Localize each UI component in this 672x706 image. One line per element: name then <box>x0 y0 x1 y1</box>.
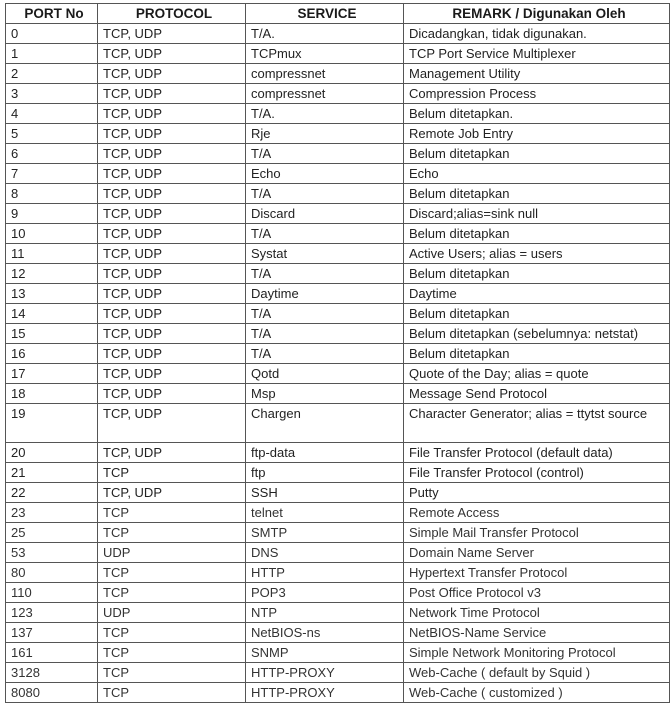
table-row <box>6 324 670 344</box>
port-cell: 6 <box>6 144 98 164</box>
protocol-cell: TCP <box>98 583 246 603</box>
port-cell: 17 <box>6 364 98 384</box>
table-row <box>6 583 670 603</box>
protocol-cell: TCP, UDP <box>98 144 246 164</box>
service-cell: ftp-data <box>246 443 404 463</box>
service-cell: compressnet <box>246 84 404 104</box>
protocol-cell: TCP, UDP <box>98 324 246 344</box>
protocol-cell: TCP <box>98 623 246 643</box>
port-cell: 4 <box>6 104 98 124</box>
remark-cell: Belum ditetapkan <box>404 344 670 364</box>
remark-cell: Quote of the Day; alias = quote <box>404 364 670 384</box>
service-cell: POP3 <box>246 583 404 603</box>
remark-cell: Compression Process <box>404 84 670 104</box>
protocol-cell: UDP <box>98 603 246 623</box>
port-cell: 25 <box>6 523 98 543</box>
remark-cell: Belum ditetapkan. <box>404 104 670 124</box>
remark-cell: Simple Mail Transfer Protocol <box>404 523 670 543</box>
table-row <box>6 463 670 483</box>
service-cell: T/A <box>246 144 404 164</box>
protocol-cell: TCP <box>98 503 246 523</box>
service-cell: SNMP <box>246 643 404 663</box>
port-cell: 19 <box>6 404 98 443</box>
port-cell: 3128 <box>6 663 98 683</box>
service-cell: Chargen <box>246 404 404 443</box>
service-cell: DNS <box>246 543 404 563</box>
remark-cell: Message Send Protocol <box>404 384 670 404</box>
remark-cell: Active Users; alias = users <box>404 244 670 264</box>
port-cell: 8 <box>6 184 98 204</box>
service-cell: Systat <box>246 244 404 264</box>
port-cell: 18 <box>6 384 98 404</box>
service-cell: HTTP-PROXY <box>246 663 404 683</box>
table-row <box>6 84 670 104</box>
protocol-cell: TCP <box>98 663 246 683</box>
table-row <box>6 563 670 583</box>
port-cell: 137 <box>6 623 98 643</box>
service-cell: T/A <box>246 264 404 284</box>
service-cell: Echo <box>246 164 404 184</box>
table-row <box>6 663 670 683</box>
protocol-cell: TCP, UDP <box>98 264 246 284</box>
remark-cell: File Transfer Protocol (control) <box>404 463 670 483</box>
port-cell: 21 <box>6 463 98 483</box>
service-cell: T/A. <box>246 104 404 124</box>
protocol-cell: TCP, UDP <box>98 304 246 324</box>
port-cell: 5 <box>6 124 98 144</box>
port-cell: 110 <box>6 583 98 603</box>
service-cell: compressnet <box>246 64 404 84</box>
port-table <box>5 3 670 703</box>
service-cell: T/A <box>246 344 404 364</box>
remark-cell: Network Time Protocol <box>404 603 670 623</box>
remark-cell: Putty <box>404 483 670 503</box>
table-row <box>6 623 670 643</box>
protocol-cell: TCP, UDP <box>98 104 246 124</box>
port-cell: 80 <box>6 563 98 583</box>
protocol-cell: UDP <box>98 543 246 563</box>
service-cell: HTTP <box>246 563 404 583</box>
header-row <box>6 4 670 24</box>
protocol-cell: TCP, UDP <box>98 184 246 204</box>
remark-cell: Remote Job Entry <box>404 124 670 144</box>
protocol-cell: TCP <box>98 463 246 483</box>
port-cell: 9 <box>6 204 98 224</box>
header-service: SERVICE <box>246 4 404 24</box>
table-row <box>6 24 670 44</box>
protocol-cell: TCP, UDP <box>98 284 246 304</box>
port-cell: 0 <box>6 24 98 44</box>
table-row <box>6 643 670 663</box>
port-cell: 13 <box>6 284 98 304</box>
service-cell: telnet <box>246 503 404 523</box>
remark-cell: Domain Name Server <box>404 543 670 563</box>
port-cell: 10 <box>6 224 98 244</box>
service-cell: Rje <box>246 124 404 144</box>
table-row <box>6 44 670 64</box>
table-row <box>6 384 670 404</box>
table-row <box>6 244 670 264</box>
header-remark: REMARK / Digunakan Oleh <box>404 4 670 24</box>
service-cell: Discard <box>246 204 404 224</box>
remark-cell: Belum ditetapkan <box>404 304 670 324</box>
remark-cell: Discard;alias=sink null <box>404 204 670 224</box>
protocol-cell: TCP <box>98 643 246 663</box>
remark-cell: Web-Cache ( default by Squid ) <box>404 663 670 683</box>
service-cell: Msp <box>246 384 404 404</box>
table-row <box>6 284 670 304</box>
port-cell: 20 <box>6 443 98 463</box>
remark-cell: Character Generator; alias = ttytst source <box>404 404 670 443</box>
table-row <box>6 204 670 224</box>
protocol-cell: TCP, UDP <box>98 124 246 144</box>
table-row <box>6 304 670 324</box>
remark-cell: NetBIOS-Name Service <box>404 623 670 643</box>
remark-cell: File Transfer Protocol (default data) <box>404 443 670 463</box>
service-cell: T/A <box>246 324 404 344</box>
remark-cell: Belum ditetapkan (sebelumnya: netstat) <box>404 324 670 344</box>
header-port: PORT No <box>6 4 98 24</box>
port-cell: 1 <box>6 44 98 64</box>
protocol-cell: TCP, UDP <box>98 384 246 404</box>
protocol-cell: TCP, UDP <box>98 404 246 443</box>
port-cell: 14 <box>6 304 98 324</box>
port-cell: 22 <box>6 483 98 503</box>
table-row <box>6 683 670 703</box>
table-row <box>6 443 670 463</box>
table-row <box>6 144 670 164</box>
port-cell: 2 <box>6 64 98 84</box>
port-cell: 161 <box>6 643 98 663</box>
service-cell: Daytime <box>246 284 404 304</box>
remark-cell: Post Office Protocol v3 <box>404 583 670 603</box>
table-row <box>6 543 670 563</box>
port-cell: 123 <box>6 603 98 623</box>
service-cell: SMTP <box>246 523 404 543</box>
remark-cell: TCP Port Service Multiplexer <box>404 44 670 64</box>
table-row <box>6 224 670 244</box>
table-row <box>6 344 670 364</box>
port-cell: 15 <box>6 324 98 344</box>
service-cell: ftp <box>246 463 404 483</box>
protocol-cell: TCP, UDP <box>98 44 246 64</box>
service-cell: T/A. <box>246 24 404 44</box>
remark-cell: Simple Network Monitoring Protocol <box>404 643 670 663</box>
protocol-cell: TCP <box>98 523 246 543</box>
table-row <box>6 523 670 543</box>
port-cell: 7 <box>6 164 98 184</box>
protocol-cell: TCP, UDP <box>98 204 246 224</box>
table-row <box>6 483 670 503</box>
port-cell: 11 <box>6 244 98 264</box>
port-cell: 12 <box>6 264 98 284</box>
table-row <box>6 264 670 284</box>
table-row <box>6 503 670 523</box>
table-row <box>6 104 670 124</box>
service-cell: NTP <box>246 603 404 623</box>
service-cell: HTTP-PROXY <box>246 683 404 703</box>
remark-cell: Belum ditetapkan <box>404 224 670 244</box>
protocol-cell: TCP, UDP <box>98 84 246 104</box>
table-body <box>6 24 670 703</box>
service-cell: T/A <box>246 224 404 244</box>
header-protocol: PROTOCOL <box>98 4 246 24</box>
remark-cell: Remote Access <box>404 503 670 523</box>
protocol-cell: TCP, UDP <box>98 164 246 184</box>
remark-cell: Daytime <box>404 284 670 304</box>
remark-cell: Echo <box>404 164 670 184</box>
protocol-cell: TCP, UDP <box>98 364 246 384</box>
table-row <box>6 184 670 204</box>
service-cell: NetBIOS-ns <box>246 623 404 643</box>
service-cell: T/A <box>246 184 404 204</box>
remark-cell: Hypertext Transfer Protocol <box>404 563 670 583</box>
protocol-cell: TCP, UDP <box>98 24 246 44</box>
port-cell: 16 <box>6 344 98 364</box>
service-cell: T/A <box>246 304 404 324</box>
table-row <box>6 364 670 384</box>
protocol-cell: TCP, UDP <box>98 443 246 463</box>
port-cell: 3 <box>6 84 98 104</box>
service-cell: SSH <box>246 483 404 503</box>
protocol-cell: TCP, UDP <box>98 244 246 264</box>
table-row <box>6 124 670 144</box>
protocol-cell: TCP, UDP <box>98 224 246 244</box>
table-row <box>6 64 670 84</box>
table-row <box>6 164 670 184</box>
remark-cell: Management Utility <box>404 64 670 84</box>
remark-cell: Belum ditetapkan <box>404 144 670 164</box>
protocol-cell: TCP, UDP <box>98 344 246 364</box>
protocol-cell: TCP, UDP <box>98 64 246 84</box>
table-row <box>6 404 670 443</box>
remark-cell: Dicadangkan, tidak digunakan. <box>404 24 670 44</box>
port-cell: 8080 <box>6 683 98 703</box>
protocol-cell: TCP, UDP <box>98 483 246 503</box>
protocol-cell: TCP <box>98 563 246 583</box>
service-cell: Qotd <box>246 364 404 384</box>
remark-cell: Web-Cache ( customized ) <box>404 683 670 703</box>
service-cell: TCPmux <box>246 44 404 64</box>
remark-cell: Belum ditetapkan <box>404 264 670 284</box>
protocol-cell: TCP <box>98 683 246 703</box>
port-cell: 53 <box>6 543 98 563</box>
port-cell: 23 <box>6 503 98 523</box>
remark-cell: Belum ditetapkan <box>404 184 670 204</box>
table-row <box>6 603 670 623</box>
